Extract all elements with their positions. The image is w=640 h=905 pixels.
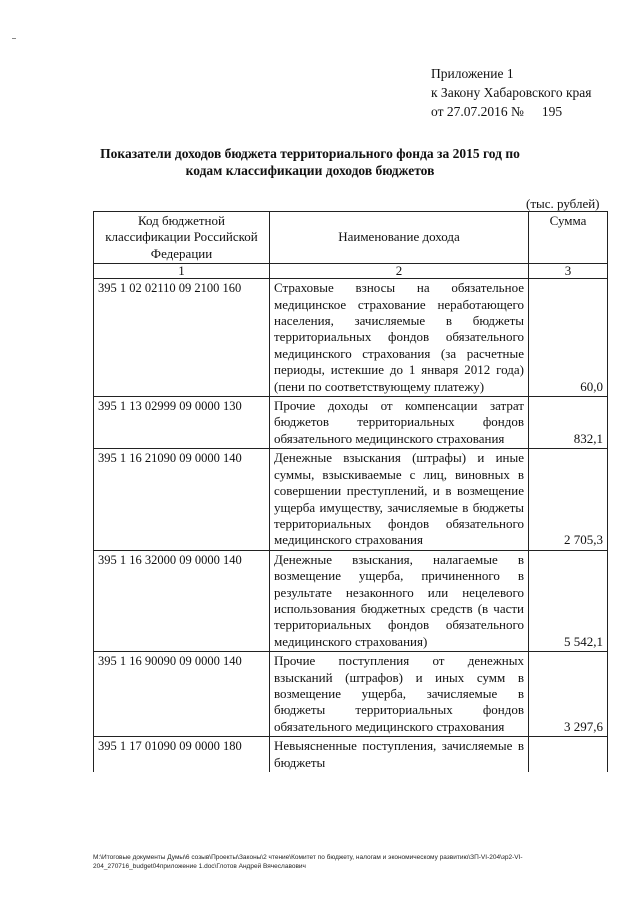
file-path-footer: M:\Итоговые документы Думы\6 созыв\Проекты\Законы\2 чтение\Комитет по бюджету, налогам и экономическому развитию\ЗП-VI-204\зр2-VI-204_270716_budget04приложение 1.doc\Глотов Андрей Вячеславович — [93, 854, 523, 870]
row-sum: 60,0 — [529, 279, 608, 397]
row-sum: 5 542,1 — [529, 550, 608, 651]
appendix-line-2: к Закону Хабаровского края — [431, 85, 592, 100]
row-sum: 832,1 — [529, 397, 608, 449]
table-row — [94, 449, 608, 550]
row-sum: 2 705,3 — [529, 449, 608, 550]
row-name: Денежные взыскания, налагаемые в возмещение ущерба, причиненного в результате незаконного или нецелевого использования бюджетных средств (в части территориальных фондов обязательного медицинского страхования) — [270, 550, 529, 651]
document-title: Показатели доходов бюджета территориального фонда за 2015 год по кодам классификации доходов бюджетов — [100, 146, 520, 178]
appendix-date: от 27.07.2016 № — [431, 104, 524, 119]
row-sum — [529, 737, 608, 772]
appendix-line-3 — [431, 102, 592, 121]
row-name: Страховые взносы на обязательное медицинское страхование неработающего населения, зачисляемые в бюджеты территориальных фондов обязательного медицинского страхования (за расчетные периоды, истекшие до 1 января 2012 года) (пени по соответствующему платежу) — [270, 279, 529, 397]
row-name: Невыясненные поступления, зачисляемые в бюджеты — [270, 737, 529, 772]
row-code: 395 1 16 21090 09 0000 140 — [94, 449, 270, 550]
unit-label: (тыс. рублей) — [526, 196, 600, 211]
table-row — [94, 652, 608, 737]
row-code: 395 1 13 02999 09 0000 130 — [94, 397, 270, 449]
income-table — [93, 211, 608, 772]
row-sum: 3 297,6 — [529, 652, 608, 737]
col-number-2: 2 — [270, 264, 529, 279]
table-row — [94, 279, 608, 397]
row-name: Прочие поступления от денежных взысканий (штрафов) и иных сумм в возмещение ущерба, зачисляемые в бюджеты территориальных фондов обязательного медицинского страхования — [270, 652, 529, 737]
table-row — [94, 550, 608, 651]
row-name: Денежные взыскания (штрафы) и иные суммы, взыскиваемые с лиц, виновных в совершении преступлений, и в возмещение ущерба имуществу, зачисляемые в бюджеты территориальных фондов обязательного медицинского страхования — [270, 449, 529, 550]
scan-mark — [12, 38, 16, 39]
row-code: 395 1 02 02110 09 2100 160 — [94, 279, 270, 397]
table-row — [94, 397, 608, 449]
header-code: Код бюджетной классификации Российской Федерации — [94, 212, 270, 264]
row-code: 395 1 17 01090 09 0000 180 — [94, 737, 270, 772]
header-sum: Сумма — [529, 212, 608, 264]
col-number-3: 3 — [529, 264, 608, 279]
appendix-line-1: Приложение 1 — [431, 66, 514, 81]
column-number-row — [94, 264, 608, 279]
header-name: Наименование дохода — [270, 212, 529, 264]
appendix-block — [431, 64, 592, 121]
table-row — [94, 737, 608, 772]
header-row — [94, 212, 608, 264]
col-number-1: 1 — [94, 264, 270, 279]
row-code: 395 1 16 90090 09 0000 140 — [94, 652, 270, 737]
row-code: 395 1 16 32000 09 0000 140 — [94, 550, 270, 651]
row-name: Прочие доходы от компенсации затрат бюджетов территориальных фондов обязательного медицинского страхования — [270, 397, 529, 449]
appendix-number: 195 — [541, 104, 563, 119]
